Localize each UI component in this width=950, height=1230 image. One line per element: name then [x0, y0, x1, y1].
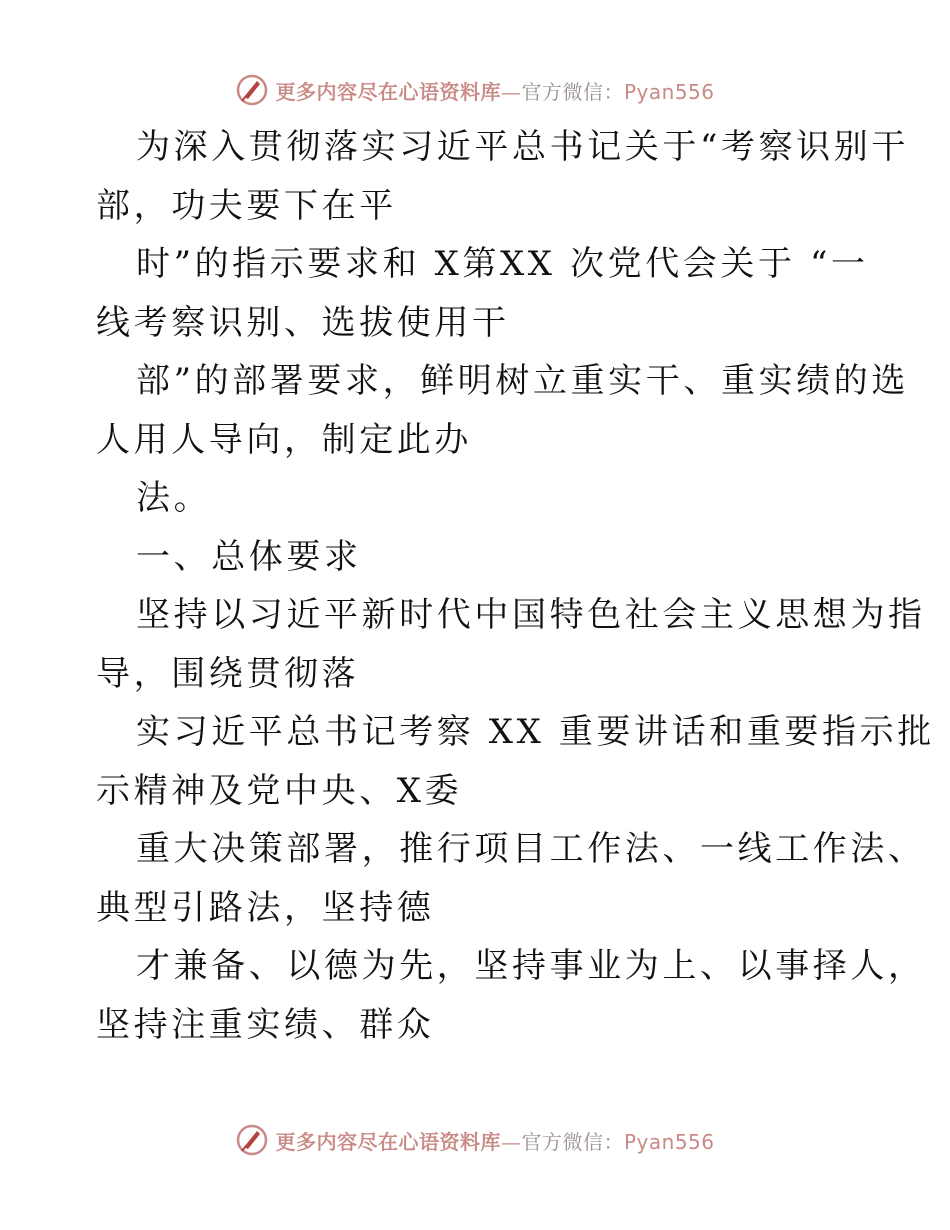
body-line-4: 线考察识别、选拔使用干: [96, 302, 510, 343]
body-line-3: 时”的指示要求和 X第XX 次党代会关于 “一: [136, 244, 869, 284]
body-line-10: 导，围绕贯彻落: [96, 653, 360, 694]
footer-dash: —: [500, 1129, 522, 1154]
header-dash: —: [500, 79, 522, 104]
body-line-13: 重大决策部署，推行项目工作法、一线工作法、: [136, 829, 926, 869]
header-wechat-id: Pyan556: [623, 79, 715, 104]
section-heading: 一、总体要求: [136, 536, 362, 577]
quill-logo-icon: [235, 1123, 269, 1157]
body-line-7: 法。: [136, 478, 212, 518]
body-line-9: 坚持以习近平新时代中国特色社会主义思想为指: [136, 595, 926, 635]
header-brand: 更多内容尽在心语资料库: [275, 79, 501, 104]
quill-logo-icon: [235, 73, 269, 107]
footer-wechat-id: Pyan556: [623, 1129, 715, 1154]
body-line-16: 坚持注重实绩、群众: [96, 1004, 435, 1045]
header-watermark: [0, 70, 950, 110]
body-line-14: 典型引路法，坚持德: [96, 887, 435, 928]
footer-watermark: [0, 1120, 950, 1160]
body-line-11: 实习近平总书记考察 XX 重要讲话和重要指示批: [136, 712, 935, 752]
header-wechat-label: 官方微信：: [521, 79, 624, 104]
header-watermark-text: [275, 76, 714, 105]
body-line-5: 部”的部署要求，鲜明树立重实干、重实绩的选: [136, 361, 909, 401]
body-line-15: 才兼备、以德为先，坚持事业为上、以事择人，: [136, 946, 926, 986]
body-line-12: 示精神及党中央、X委: [96, 770, 463, 811]
footer-brand: 更多内容尽在心语资料库: [275, 1129, 501, 1154]
body-line-2: 部，功夫要下在平: [96, 185, 397, 226]
body-line-6: 人用人导向，制定此办: [96, 419, 472, 460]
body-line-1: 为深入贯彻落实习近平总书记关于“考察识别干: [136, 127, 909, 167]
footer-wechat-label: 官方微信：: [521, 1129, 624, 1154]
document-body: [96, 118, 935, 1054]
footer-watermark-text: [275, 1126, 714, 1155]
